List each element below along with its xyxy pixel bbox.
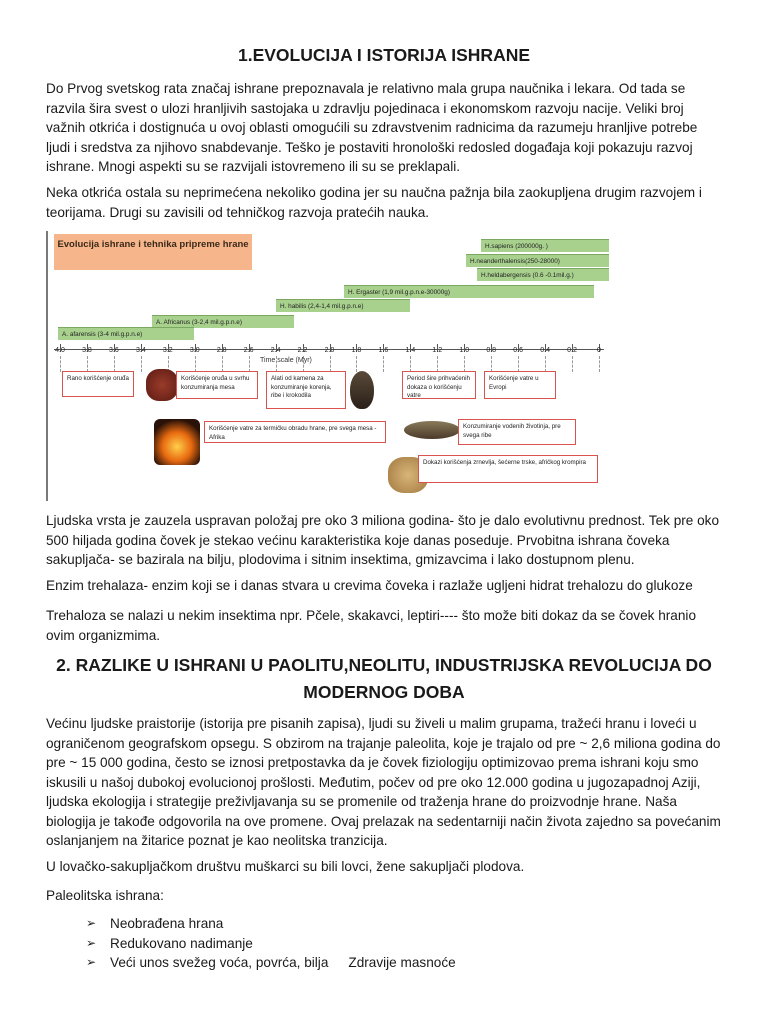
fish-image — [404, 421, 460, 439]
fire-image — [154, 419, 200, 465]
species-bar: A. afarensis (3-4 mil.g.p.n.e) — [58, 327, 194, 340]
paragraph-7: U lovačko-sakupljačkom društvu muškarci su bili lovci, žene sakupljači plodova. — [46, 859, 525, 874]
axis-guide — [410, 356, 411, 372]
list-item-extra: Zdravije masnoće — [348, 955, 456, 971]
axis-tick-label: 0.8 — [486, 347, 497, 354]
axis-tick-label: 1.8 — [351, 347, 362, 354]
event-box: Period šire prihvaćenih dokaza o korišćenju vatre — [402, 371, 476, 399]
species-bar: H. Ergaster (1,9 mil.g.p.n.e-30000g) — [344, 285, 594, 298]
paragraph-3: Ljudska vrsta je zauzela uspravan položaj pre oko 3 miliona godina- što je dalo evolutivnu prednost. Tek pre oko 500 hiljada godina čovek je stekao većinu karakteristika koje danas poseduje. Prvobitna ishrana čoveka sakupljača- se bazirala na bilju, plodovima i sitnim insektima, gmizavcima i lako dostupnom plenu. — [46, 513, 720, 567]
axis-tick-label: 3.2 — [162, 347, 173, 354]
axis-guide — [222, 356, 223, 372]
axis-guide — [356, 356, 357, 372]
species-bar: H.sapiens (200000g. ) — [481, 239, 609, 252]
arrow-bullet-icon: ➢ — [86, 955, 97, 970]
axis-guide — [437, 356, 438, 372]
event-box: Korišćenje vatre za termičku obradu hrane, pre svega mesa - Afrika — [204, 421, 386, 443]
axis-guide — [114, 356, 115, 372]
meat-image — [146, 369, 178, 401]
species-bar: H.heldabergensis (0.6 -0.1mil.g.) — [477, 268, 609, 281]
axis-tick-label: 2.2 — [297, 347, 308, 354]
axis-label: Time scale (Myr) — [260, 357, 312, 364]
paragraph-1: Do Prvog svetskog rata značaj ishrane prepoznavala je relativno mala grupa naučnika i lekara. Od tada se razvila šira svest o ulozi hranljivih sastojaka u zdravlju pojedinaca i ekonomskom razvoju nacije. Veliki broj važnih otkrića i dostignuća u ovoj oblasti omogućili su zdravstvenim radnicima da razumeju hranljive potrebe ljudi i sredstva za njihovo snabdevanje. Teško je postaviti hronološki redosled događaja koji pokazuju razvoj ishrane. Mnogi aspekti su se razvijali istovremeno ili su se preklapali. — [46, 81, 698, 174]
arrow-bullet-icon: ➢ — [86, 916, 97, 930]
axis-tick-label: 1.2 — [432, 347, 443, 354]
axis-guide — [545, 356, 546, 372]
axis-tick-label: 2.0 — [324, 347, 335, 354]
axis-tick-label: 2.8 — [216, 347, 227, 354]
list-item: ➢ Neobrađena hrana — [86, 914, 456, 934]
section-1-heading: 1.EVOLUCIJA I ISTORIJA ISHRANE — [237, 45, 531, 65]
axis-tick-label: 0.4 — [540, 347, 550, 354]
axis-guide — [383, 356, 384, 372]
event-box: Alati od kamena za konzumiranje korenja, ribe i krokodila — [266, 371, 346, 409]
species-bar: A. Africanus (3-2,4 mil.g.p.n.e) — [152, 315, 294, 328]
axis-tick-label: 1.4 — [405, 347, 416, 354]
event-box: Korišćenje oruđa u svrhu konzumiranja mesa — [176, 371, 258, 399]
axis-tick-label: 1.6 — [378, 347, 389, 354]
list-item: ➢ Redukovano nadimanje — [86, 934, 456, 954]
paleo-diet-list — [86, 914, 456, 973]
axis-tick-label: 0 — [597, 347, 601, 354]
stone-tool-image — [350, 371, 374, 409]
axis-guide — [464, 356, 465, 372]
paragraph-4: Enzim trehalaza- enzim koji se i danas stvara u crevima čoveka i razlaže ugljeni hidrat trehalozu do glukoze — [46, 578, 693, 593]
paragraph-5: Trehaloza se nalazi u nekim insektima npr. Pčele, skakavci, leptiri---- što može biti dokaz da se čovek hranio ovim organizmima. — [46, 608, 697, 643]
list-item: ➢ Veći unos svežeg voća, povrća, bilja Zdravije masnoće — [86, 953, 456, 973]
axis-tick-label: 3.8 — [82, 347, 92, 354]
axis-tick-label: 3.4 — [135, 347, 146, 354]
axis-tick-label: 3.6 — [109, 347, 119, 354]
axis-guide — [87, 356, 88, 372]
species-bar: H.neanderthalensis(250-28000) — [466, 254, 609, 267]
axis-guide — [330, 356, 331, 372]
axis-tick-label: 1.0 — [459, 347, 470, 354]
axis-tick-label: 2.4 — [270, 347, 281, 354]
axis-tick-label: 3.0 — [189, 347, 200, 354]
section-2-heading: 2. RAZLIKE U ISHRANI U PAOLITU,NEOLITU, INDUSTRIJSKA REVOLUCIJA DO MODERNOG DOBA — [56, 655, 712, 702]
axis-guide — [249, 356, 250, 372]
event-box: Dokazi korišćenja zrnevlja, šećerne trske, afričkog krompira — [418, 455, 598, 483]
axis-guide — [195, 356, 196, 372]
evolution-figure — [46, 231, 619, 501]
axis-tick-label: 2.6 — [243, 347, 254, 354]
paragraph-6: Većinu ljudske praistorije (istorija pre pisanih zapisa), ljudi su živeli u malim grupama, tražeći hranu i loveći u ograničenom geografskom opsegu. S obzirom na trajanje paleolita, koje je trajalo od pre ~ 2,6 miliona godina do pre ~ 15 000 godina, često se iznosi pretpostavka da je čovek fiziologiju optimizovao prema ishrani koju smo iskusili u našoj dubokoj evolucionoj prošlosti. Međutim, počev od pre oko 12.000 godina u jugozapadnoj Aziji, ljudska ekologija i strategije preživljavanja su se promenile od traženja hrane do proizvodnje hrane. Naša biologija je takođe odgovorila na ove promene. Ovaj prelazak na sedentarniji način života zajedno sa povećanim oslanjanjem na žitarice poznat je kao neolitska tranzicija. — [46, 716, 721, 848]
axis-guide — [572, 356, 573, 372]
paragraph-2: Neka otkrića ostala su neprimećena nekoliko godina jer su naučna pažnja bila zaokupljena drugim razvojem i teorijama. Drugi su zavisili od tehničkog razvoja pratećih nauka. — [46, 185, 702, 220]
axis-guide — [518, 356, 519, 372]
axis-guide — [491, 356, 492, 372]
event-box: Korišćenje vatre u Evropi — [484, 371, 556, 399]
axis-guide — [141, 356, 142, 372]
figure-title: Evolucija ishrane i tehnika pripreme hrane — [54, 234, 252, 270]
axis-guide — [60, 356, 61, 372]
axis-tick-label: 0.6 — [513, 347, 524, 354]
axis-guide — [599, 356, 600, 372]
arrow-bullet-icon: ➢ — [86, 935, 97, 950]
axis-tick-label: 0.2 — [567, 347, 577, 354]
event-box: Konzumiranje vodenih životinja, pre svega ribe — [458, 419, 576, 445]
species-bar: H. habilis (2,4-1,4 mil.g.p.n.e) — [276, 299, 410, 312]
axis-tick-label: 4.0 — [55, 347, 65, 354]
event-box: Rano korišćenje oruđa — [62, 371, 134, 397]
paragraph-8: Paleolitska ishrana: — [46, 888, 164, 903]
